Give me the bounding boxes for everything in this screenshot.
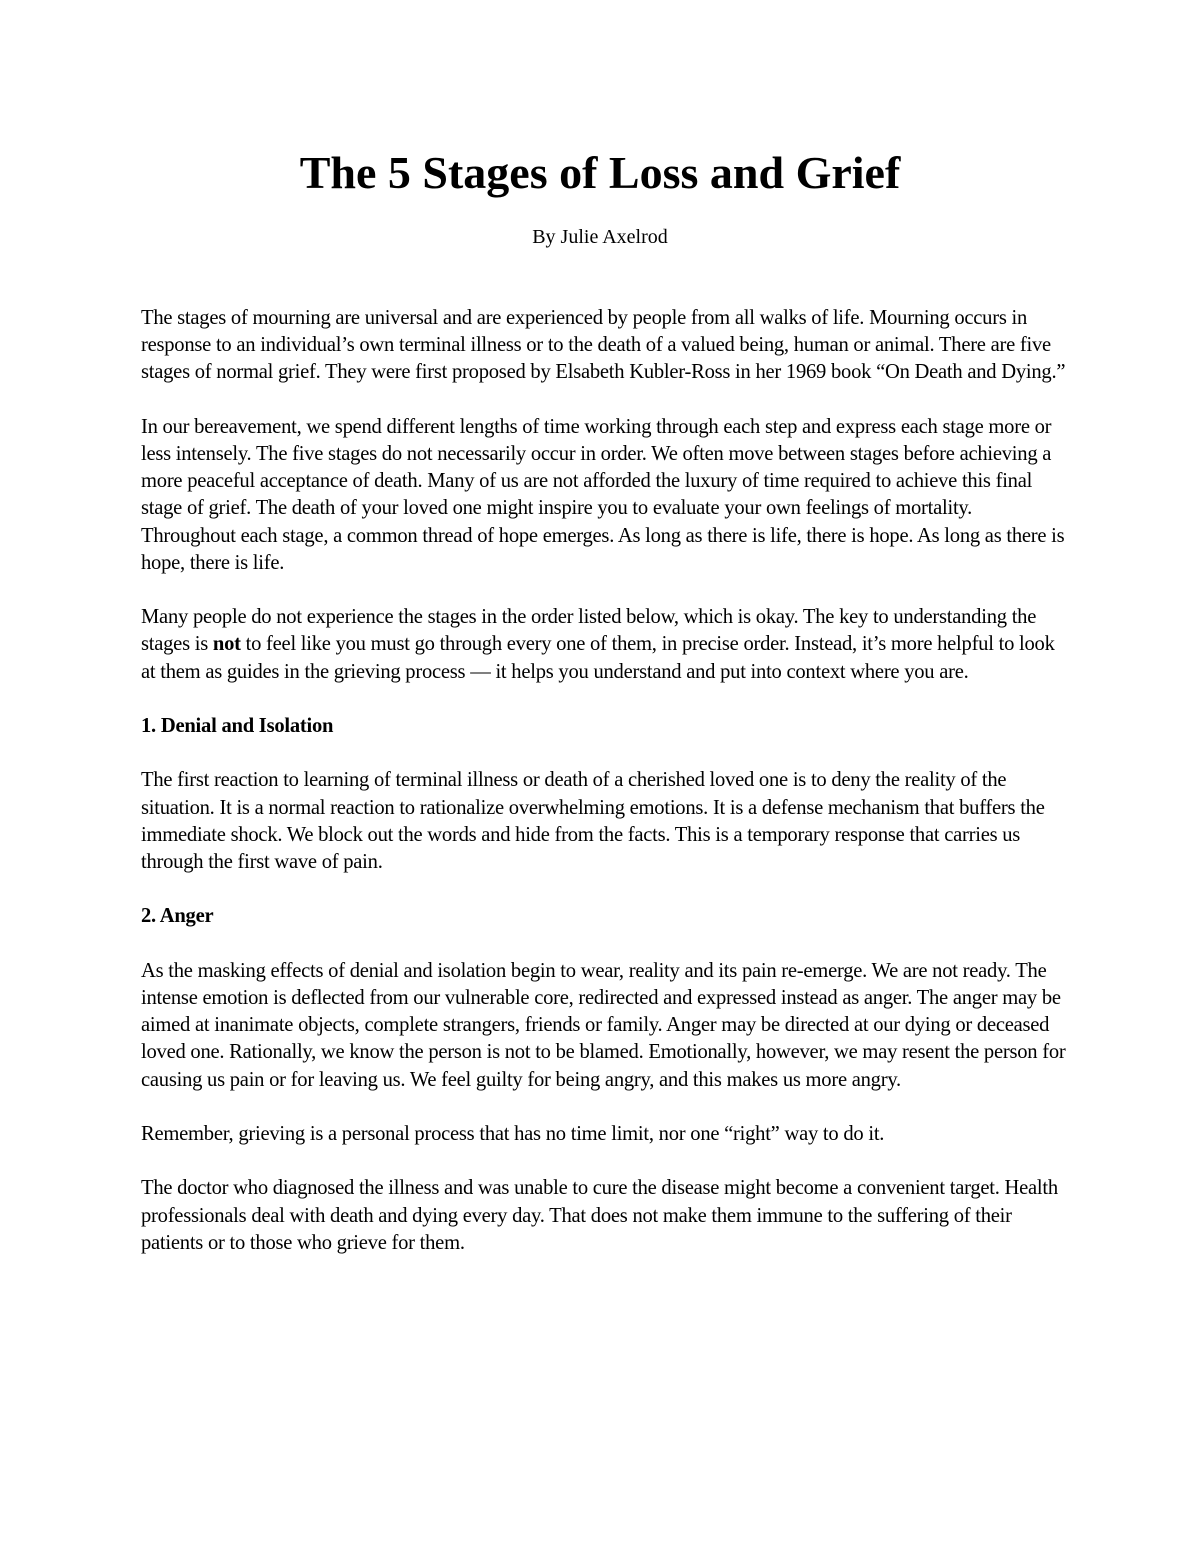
section-heading-anger: 2. Anger (141, 905, 214, 928)
document-title: The 5 Stages of Loss and Grief (299, 147, 901, 198)
anger-paragraph-1: As the masking effects of denial and isolation begin to wear, reality and its pain re-emerge. We are not ready. The intense emotion is deflected from our vulnerable core, redirected and expressed instead as anger. The anger may be aimed at inanimate objects, complete strangers, friends or family. Anger may be directed at our dying or deceased loved one. Rationally, we know the person is not to be blamed. Emotionally, however, we may resent the person for causing us pain or for leaving us. We feel guilty for being angry, and this makes us more angry. (141, 959, 1066, 1091)
intro-paragraph-1: The stages of mourning are universal and are experienced by people from all walks of life. Mourning occurs in response to an individual’s own terminal illness or to the death of a valued being, human or animal. There are five stages of normal grief. They were first proposed by Elsabeth Kubler-Ross in her 1969 book “On Death and Dying.” (141, 307, 1066, 384)
document-body (141, 305, 1066, 1284)
key-paragraph (141, 604, 1066, 686)
anger-paragraph-3: The doctor who diagnosed the illness and was unable to cure the disease might become a convenient target. Health professionals deal with death and dying every day. That does not make them immune to the suffering of their patients or to those who grieve for them. (141, 1177, 1058, 1254)
key-paragraph-text-before: Many people do not experience the stages in the order listed below, which is okay. The key to understanding the stages is (141, 606, 1037, 656)
emphasis-not: not (212, 633, 241, 656)
key-paragraph-text-after: to feel like you must go through every one of them, in precise order. Instead, it’s more helpful to look at them as guides in the grieving process — it helps you understand and put into context where you are. (141, 633, 1055, 683)
intro-paragraph-2: In our bereavement, we spend different lengths of time working through each step and express each stage more or less intensely. The five stages do not necessarily occur in order. We often move between stages before achieving a more peaceful acceptance of death. Many of us are not afforded the luxury of time required to achieve this final stage of grief. The death of your loved one might inspire you to evaluate your own feelings of mortality. Throughout each stage, a common thread of hope emerges. As long as there is life, there is hope. As long as there is hope, there is life. (141, 415, 1065, 574)
section-heading-denial: 1. Denial and Isolation (141, 715, 334, 737)
author-byline: By Julie Axelrod (532, 226, 668, 248)
denial-paragraph: The first reaction to learning of terminal illness or death of a cherished loved one is to deny the reality of the situation. It is a normal reaction to rationalize overwhelming emotions. It is a defense mechanism that buffers the immediate shock. We block out the words and hide from the facts. This is a temporary response that carries us through the first wave of pain. (141, 769, 1045, 873)
anger-paragraph-2: Remember, grieving is a personal process that has no time limit, nor one “right” way to do it. (141, 1122, 885, 1145)
